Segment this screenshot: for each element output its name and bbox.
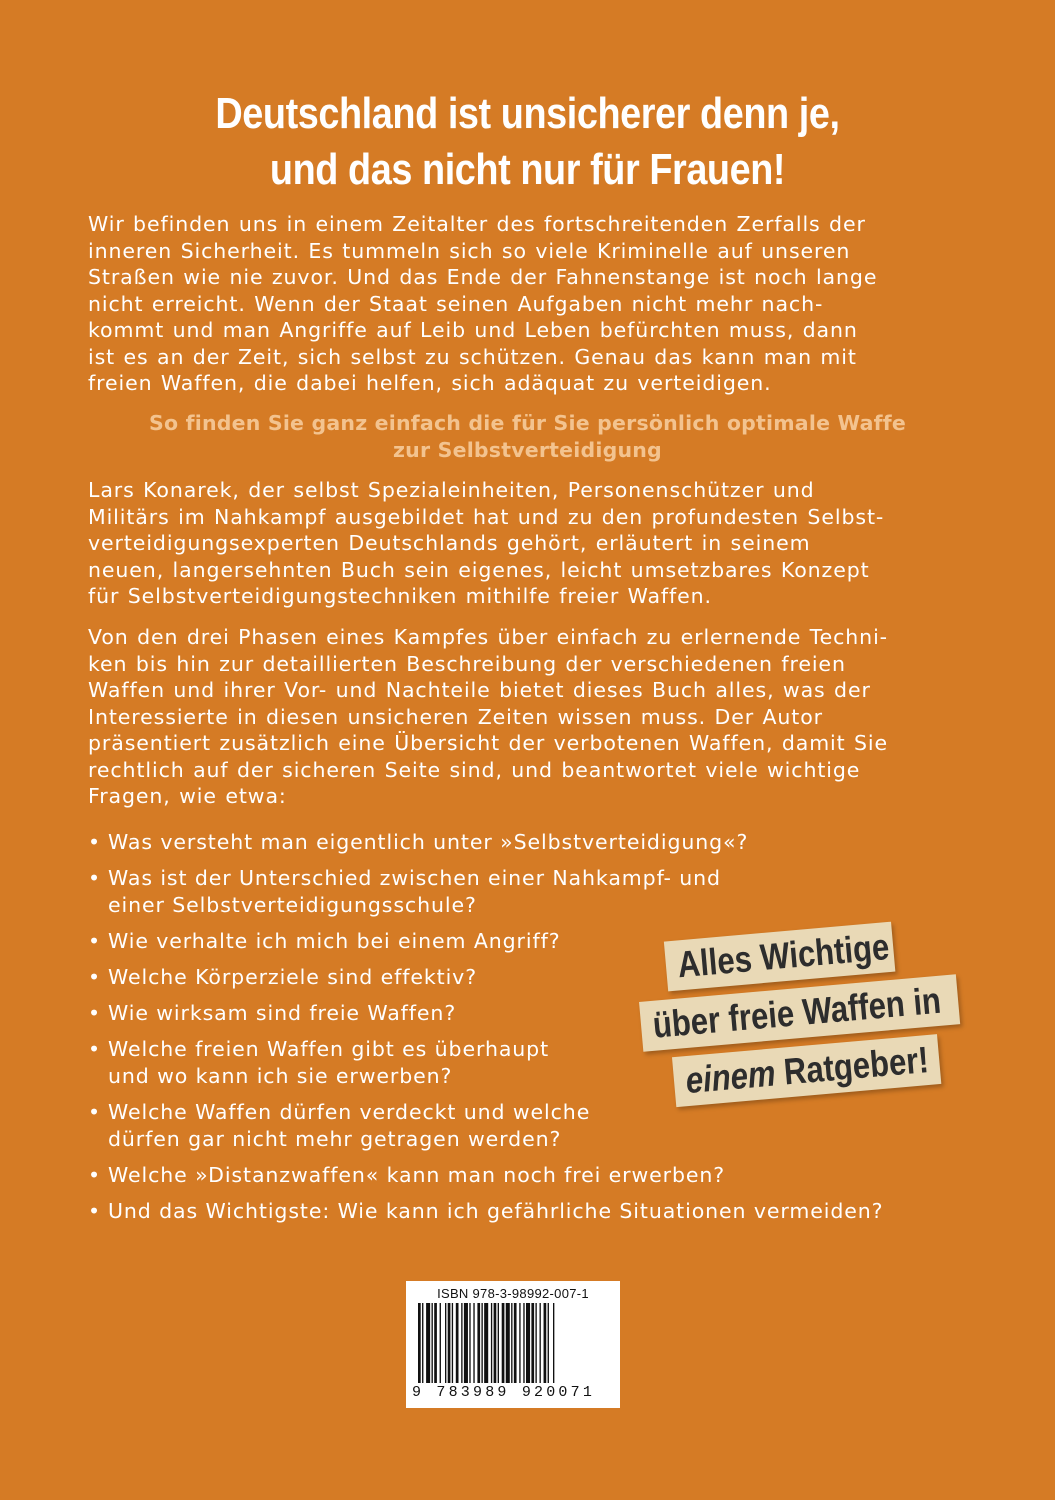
intro-line: Straßen wie nie zuvor. Und das Ende der Fahnenstange ist noch lange [88, 265, 878, 289]
author-line: Militärs im Nahkampf ausgebildet hat und zu den profundesten Selbst- [88, 504, 885, 529]
question-line-2: dürfen gar nicht mehr getragen werden? [108, 1127, 562, 1151]
question-line-2: einer Selbstverteidigungsschule? [108, 893, 477, 917]
author-line: für Selbstverteidigungstechniken mithilfe freier Waffen. [88, 584, 712, 608]
question-line-1: Und das Wichtigste: Wie kann ich gefährliche Situationen vermeiden? [108, 1199, 884, 1223]
question-line-1: Wie wirksam sind freie Waffen? [108, 1001, 457, 1025]
content-paragraph [88, 624, 978, 810]
intro-line: Wir befinden uns in einem Zeitalter des fortschreitenden Zerfalls der [88, 212, 866, 236]
badge-emphasis: einem [684, 1052, 778, 1102]
bullet-icon: • [88, 965, 101, 989]
intro-paragraph [88, 211, 978, 397]
isbn-label: ISBN 978-3-98992-007-1 [437, 1286, 589, 1301]
content-line: Von den drei Phasen eines Kampfes über einfach zu erlernende Techni- [88, 625, 888, 649]
author-line: neuen, langersehnten Buch sein eigenes, leicht umsetzbares Konzept [88, 557, 870, 582]
content-line: Interessierte in diesen unsicheren Zeiten wissen muss. Der Autor [88, 704, 823, 729]
bullet-icon: • [88, 1100, 101, 1124]
list-item [88, 829, 988, 856]
intro-line: inneren Sicherheit. Es tummeln sich so viele Kriminelle auf unseren [88, 238, 851, 263]
question-line-1: Wie verhalte ich mich bei einem Angriff? [108, 929, 561, 953]
question-line-2: und wo kann ich sie erwerben? [108, 1064, 453, 1088]
barcode-digits: 9 783989 920071 [412, 1384, 596, 1401]
promo-badge [648, 918, 952, 1118]
content-line: ken bis hin zur detaillierten Beschreibung der verschiedenen freien [88, 651, 846, 676]
barcode [416, 1303, 612, 1383]
content-line: präsentiert zusätzlich eine Übersicht der verbotenen Waffen, damit Sie [88, 731, 889, 755]
isbn-barcode-box [406, 1281, 620, 1408]
intro-line: ist es an der Zeit, sich selbst zu schützen. Genau das kann man mit [88, 344, 857, 369]
author-paragraph [88, 477, 978, 610]
question-line-1: Welche »Distanzwaffen« kann man noch frei erwerben? [108, 1163, 726, 1187]
list-item [88, 1099, 988, 1153]
intro-line: kommt und man Angriffe auf Leib und Leben befürchten muss, dann [88, 318, 858, 342]
intro-line: freien Waffen, die dabei helfen, sich adäquat zu verteidigen. [88, 371, 772, 395]
badge-line-1: Alles Wichtige [675, 926, 891, 986]
bullet-icon: • [88, 1001, 101, 1025]
badge-line-2: über freie Waffen in [651, 979, 943, 1046]
headline [74, 86, 981, 198]
bullet-icon: • [88, 830, 101, 854]
question-line-1: Was versteht man eigentlich unter »Selbstverteidigung«? [108, 830, 749, 854]
intro-line: nicht erreicht. Wenn der Staat seinen Aufgaben nicht mehr nach- [88, 291, 824, 316]
question-line-1: Welche freien Waffen gibt es überhaupt [108, 1037, 550, 1061]
list-item [88, 865, 988, 919]
question-line-1: Welche Waffen dürfen verdeckt und welche [108, 1100, 591, 1124]
bullet-icon: • [88, 1163, 101, 1187]
bullet-icon: • [88, 1037, 101, 1061]
headline-line-2: und das nicht nur für Frauen! [269, 145, 786, 194]
question-line-1: Welche Körperziele sind effektiv? [108, 965, 477, 989]
list-item [88, 1198, 988, 1225]
headline-line-1: Deutschland ist unsicherer denn je, [215, 89, 840, 138]
content-line: Fragen, wie etwa: [88, 784, 287, 808]
question-line-1: Was ist der Unterschied zwischen einer Nahkampf- und [108, 866, 721, 890]
subheading-line-1: So finden Sie ganz einfach die für Sie persönlich optimale Waffe [149, 411, 906, 435]
list-item [88, 1162, 988, 1189]
badge-line-3-rest: Ratgeber! [773, 1039, 931, 1094]
bullet-icon: • [88, 866, 101, 890]
subheading [0, 410, 1055, 464]
author-line: Lars Konarek, der selbst Spezialeinheiten, Personenschützer und [88, 478, 815, 502]
content-line: Waffen und ihrer Vor- und Nachteile bietet dieses Buch alles, was der [88, 678, 871, 702]
bullet-icon: • [88, 1199, 101, 1223]
author-line: verteidigungsexperten Deutschlands gehört, erläutert in seinem [88, 531, 811, 555]
subheading-line-2: zur Selbstverteidigung [393, 438, 662, 462]
content-line: rechtlich auf der sicheren Seite sind, und beantwortet viele wichtige [88, 757, 861, 782]
bullet-icon: • [88, 929, 101, 953]
